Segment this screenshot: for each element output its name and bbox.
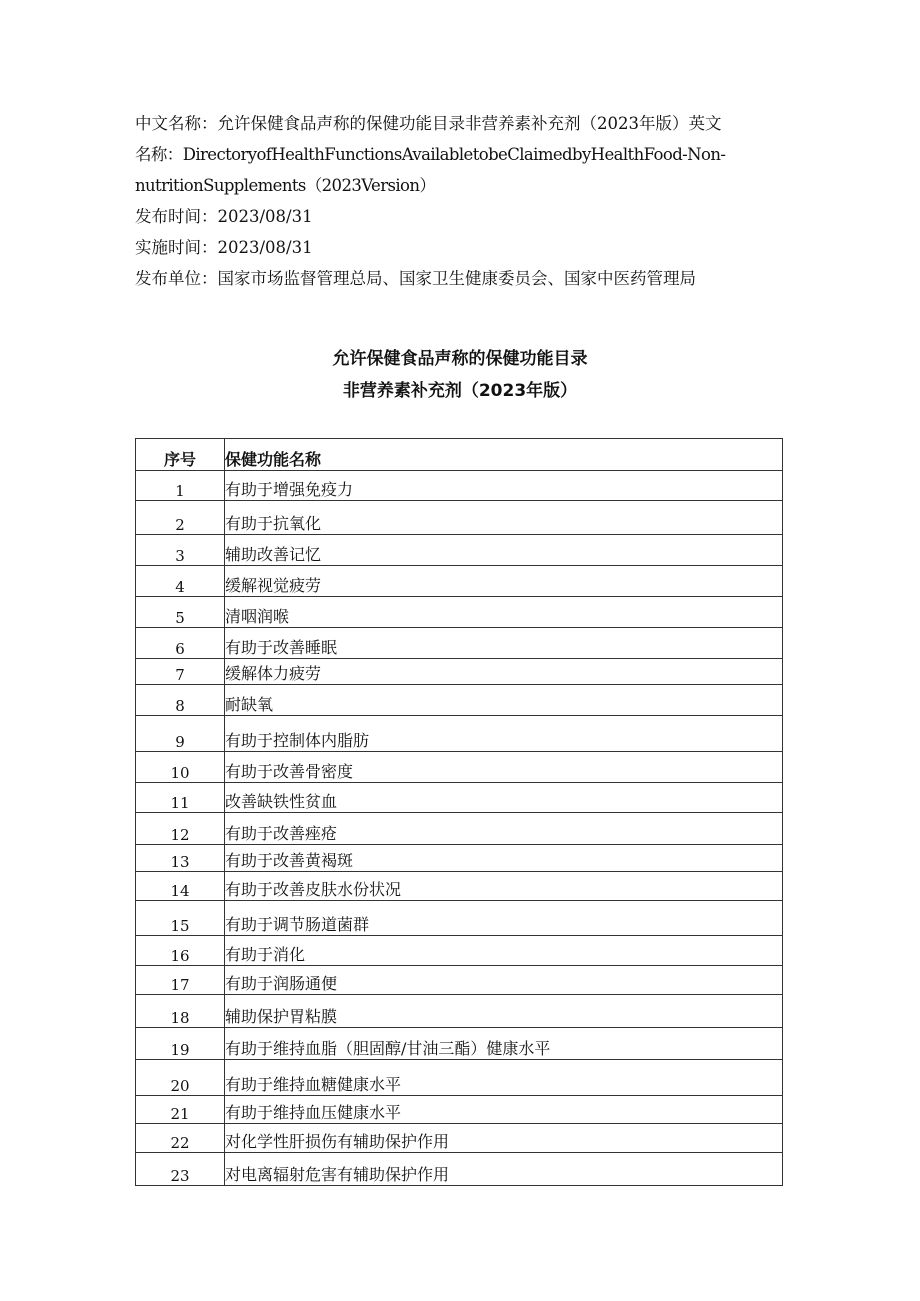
row-function-name: 有助于抗氧化 xyxy=(225,501,783,535)
table-row xyxy=(136,1153,783,1186)
row-function-name: 有助于改善皮肤水份状况 xyxy=(225,872,783,901)
row-serial-number: 12 xyxy=(136,813,225,845)
row-function-name: 有助于维持血压健康水平 xyxy=(225,1096,783,1124)
row-serial-number: 4 xyxy=(136,566,225,597)
title-line-1: 允许保健食品声称的保健功能目录 xyxy=(332,349,588,369)
row-serial-number: 16 xyxy=(136,936,225,966)
row-function-name: 耐缺氧 xyxy=(225,685,783,716)
table-header-row xyxy=(136,439,783,471)
row-serial-number: 5 xyxy=(136,597,225,628)
row-serial-number: 19 xyxy=(136,1028,225,1060)
table-row xyxy=(136,966,783,995)
issuing-agencies: 发布单位：国家市场监督管理总局、国家卫生健康委员会、国家中医药管理局 xyxy=(135,269,696,288)
publish-date: 发布时间：2023/08/31 xyxy=(135,207,313,226)
table-row xyxy=(136,995,783,1028)
health-functions-table xyxy=(135,438,783,1186)
row-serial-number: 2 xyxy=(136,501,225,535)
row-function-name: 缓解体力疲劳 xyxy=(225,659,783,685)
table-row xyxy=(136,597,783,628)
row-function-name: 改善缺铁性贫血 xyxy=(225,783,783,813)
title-line-2: 非营养素补充剂（2023年版） xyxy=(342,381,578,401)
row-serial-number: 21 xyxy=(136,1096,225,1124)
row-serial-number: 13 xyxy=(136,845,225,872)
row-serial-number: 15 xyxy=(136,901,225,936)
row-serial-number: 17 xyxy=(136,966,225,995)
table-row xyxy=(136,1028,783,1060)
row-function-name: 有助于控制体内脂肪 xyxy=(225,716,783,752)
table-row xyxy=(136,752,783,783)
row-function-name: 有助于维持血脂（胆固醇/甘油三酯）健康水平 xyxy=(225,1028,783,1060)
row-function-name: 缓解视觉疲劳 xyxy=(225,566,783,597)
document-meta xyxy=(135,108,795,294)
table-row xyxy=(136,501,783,535)
table-row xyxy=(136,716,783,752)
row-function-name: 有助于改善睡眠 xyxy=(225,628,783,659)
row-function-name: 有助于改善痤疮 xyxy=(225,813,783,845)
row-serial-number: 18 xyxy=(136,995,225,1028)
row-serial-number: 6 xyxy=(136,628,225,659)
row-function-name: 对化学性肝损伤有辅助保护作用 xyxy=(225,1124,783,1153)
row-serial-number: 8 xyxy=(136,685,225,716)
table-row xyxy=(136,566,783,597)
table-row xyxy=(136,659,783,685)
table-body xyxy=(136,471,783,1186)
row-serial-number: 1 xyxy=(136,471,225,501)
english-name-line-1: 名称：DirectoryofHealthFunctionsAvailabletobeClaimedbyHealthFood-Non- xyxy=(135,145,726,164)
row-function-name: 对电离辐射危害有辅助保护作用 xyxy=(225,1153,783,1186)
table-row xyxy=(136,1124,783,1153)
row-serial-number: 20 xyxy=(136,1060,225,1096)
table-row xyxy=(136,685,783,716)
row-function-name: 清咽润喉 xyxy=(225,597,783,628)
row-serial-number: 3 xyxy=(136,535,225,566)
row-serial-number: 23 xyxy=(136,1153,225,1186)
table-row xyxy=(136,813,783,845)
row-serial-number: 9 xyxy=(136,716,225,752)
table-row xyxy=(136,1060,783,1096)
row-function-name: 有助于调节肠道菌群 xyxy=(225,901,783,936)
row-function-name: 有助于润肠通便 xyxy=(225,966,783,995)
row-function-name: 有助于改善黄褐斑 xyxy=(225,845,783,872)
table-row xyxy=(136,936,783,966)
header-function-name: 保健功能名称 xyxy=(225,439,783,471)
row-function-name: 有助于增强免疫力 xyxy=(225,471,783,501)
document-title xyxy=(0,343,920,407)
table-row xyxy=(136,1096,783,1124)
row-serial-number: 14 xyxy=(136,872,225,901)
header-serial-number: 序号 xyxy=(136,439,225,471)
row-serial-number: 10 xyxy=(136,752,225,783)
table-row xyxy=(136,783,783,813)
row-serial-number: 7 xyxy=(136,659,225,685)
row-serial-number: 11 xyxy=(136,783,225,813)
row-function-name: 有助于改善骨密度 xyxy=(225,752,783,783)
row-function-name: 有助于维持血糖健康水平 xyxy=(225,1060,783,1096)
chinese-name-line: 中文名称：允许保健食品声称的保健功能目录非营养素补充剂（2023年版）英文 xyxy=(135,114,722,133)
row-function-name: 辅助保护胃粘膜 xyxy=(225,995,783,1028)
row-function-name: 辅助改善记忆 xyxy=(225,535,783,566)
table-row xyxy=(136,901,783,936)
table-row xyxy=(136,628,783,659)
effective-date: 实施时间：2023/08/31 xyxy=(135,238,313,257)
table-row xyxy=(136,535,783,566)
row-serial-number: 22 xyxy=(136,1124,225,1153)
english-name-line-2: nutritionSupplements（2023Version） xyxy=(135,176,436,195)
table-row xyxy=(136,845,783,872)
table-row xyxy=(136,471,783,501)
table-row xyxy=(136,872,783,901)
row-function-name: 有助于消化 xyxy=(225,936,783,966)
